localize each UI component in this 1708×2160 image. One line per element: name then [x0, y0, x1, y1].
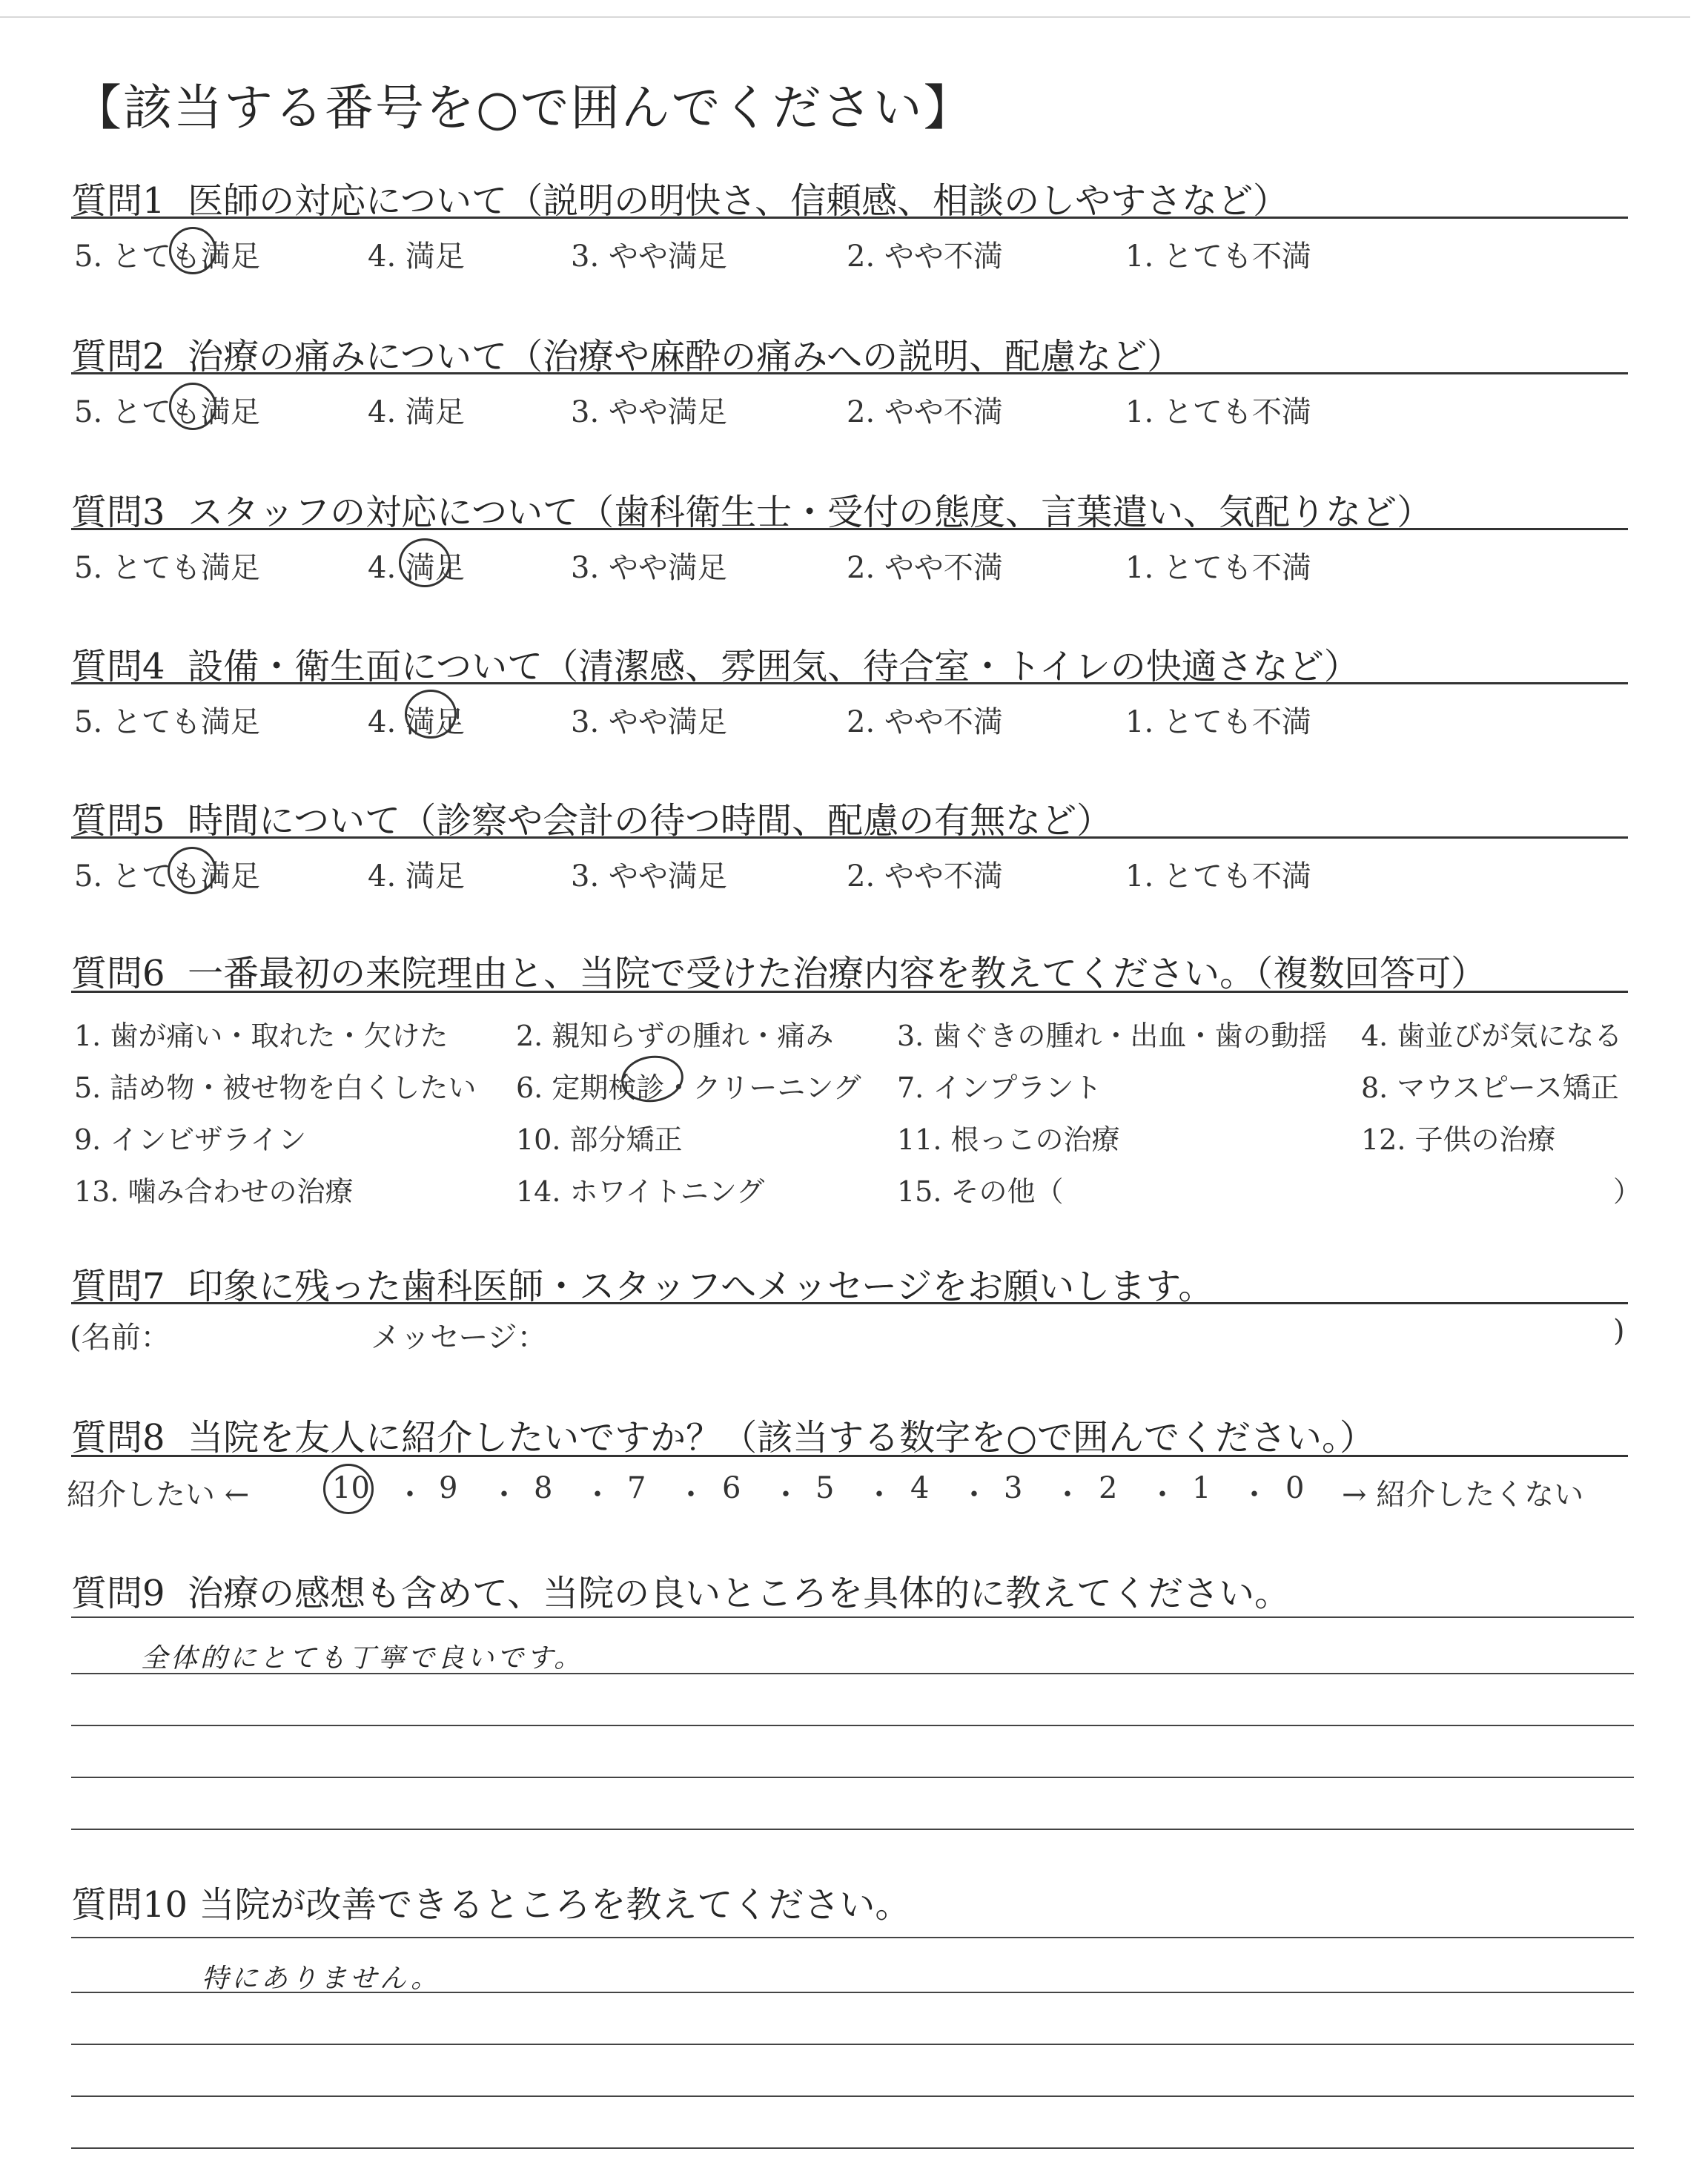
q9-handwritten-answer: 全体的にとても丁寧で良いです。: [141, 1643, 584, 1674]
q2-selection-circle: [169, 383, 216, 430]
q8-scale-2[interactable]: 2: [1099, 1471, 1118, 1505]
q3-selection-circle: [399, 538, 451, 587]
q6-item-3[interactable]: 3. 歯ぐきの腫れ・出血・歯の動揺: [897, 1020, 1328, 1052]
question-2: [71, 328, 1182, 379]
q7-name-label: (名前：: [70, 1321, 171, 1355]
scan-edge-line: [0, 16, 1690, 18]
question-7: [71, 1258, 1214, 1309]
q6-item-8[interactable]: 8. マウスピース矯正: [1361, 1071, 1619, 1104]
question-2-label: 質問2: [71, 336, 165, 377]
q8-scale-8[interactable]: 8: [534, 1471, 553, 1505]
question-5-rule: [71, 836, 1628, 839]
q8-scale-1[interactable]: 1: [1192, 1471, 1211, 1505]
q5-option-5[interactable]: 5. とても満足: [74, 859, 260, 894]
question-6-label: 質問6: [71, 953, 165, 994]
question-10: [71, 1876, 910, 1927]
q2-option-5[interactable]: 5. とても満足: [74, 395, 260, 429]
q10-answer-line: [71, 1992, 1634, 1993]
q6-item-14[interactable]: 14. ホワイトニング: [516, 1175, 765, 1208]
q5-selection-circle: [168, 847, 216, 894]
question-5-text: 時間について（診察や会計の待つ時間、配慮の有無など）: [188, 800, 1113, 842]
question-5: [71, 792, 1112, 843]
question-4-text: 設備・衛生面について（清潔感、雰囲気、待合室・トイレの快適さなど）: [188, 646, 1360, 687]
question-7-text: 印象に残った歯科医師・スタッフへメッセージをお願いします。: [188, 1266, 1214, 1307]
question-8-rule: [71, 1455, 1628, 1457]
q6-item-10[interactable]: 10. 部分矯正: [516, 1123, 683, 1156]
q8-dot: ・: [771, 1478, 801, 1512]
q8-dot: ・: [1053, 1478, 1082, 1512]
q5-option-2[interactable]: 2. やや不満: [847, 859, 1003, 894]
q9-answer-line: [71, 1616, 1634, 1618]
question-3-rule: [71, 528, 1628, 530]
question-9-text: 治療の感想も含めて、当院の良いところを具体的に教えてください。: [188, 1573, 1291, 1614]
question-4-rule: [71, 682, 1628, 684]
q6-item-12[interactable]: 12. 子供の治療: [1361, 1123, 1556, 1156]
q8-selection-circle: [323, 1464, 374, 1514]
q7-message-label: メッセージ：: [371, 1321, 547, 1355]
form-header: 【該当する番号を○で囲んでください】: [73, 79, 974, 136]
q8-scale-10[interactable]: 10: [332, 1471, 370, 1505]
q8-dot: ・: [1239, 1478, 1269, 1512]
q8-scale-6[interactable]: 6: [722, 1471, 741, 1505]
question-9-label: 質問9: [71, 1573, 165, 1614]
q9-answer-line: [71, 1829, 1634, 1830]
question-6-text: 一番最初の来院理由と、当院で受けた治療内容を教えてください。（複数回答可）: [188, 953, 1487, 994]
question-6: [71, 945, 1486, 996]
q9-answer-line: [71, 1673, 1634, 1674]
q8-left-label: 紹介したい ←: [67, 1478, 250, 1512]
q8-scale-0[interactable]: 0: [1285, 1471, 1305, 1505]
question-8-label: 質問8: [71, 1417, 165, 1459]
question-2-rule: [71, 372, 1628, 374]
q2-option-2[interactable]: 2. やや不満: [847, 395, 1003, 429]
question-1: [71, 172, 1288, 223]
q8-dot: ・: [676, 1478, 706, 1512]
q6-item-13[interactable]: 13. 噛み合わせの治療: [74, 1175, 354, 1208]
q10-answer-line: [71, 2147, 1634, 2149]
question-8-text: 当院を友人に紹介したいですか？（該当する数字を○で囲んでください。）: [188, 1417, 1375, 1459]
q5-option-4[interactable]: 4. 満足: [368, 859, 465, 894]
q6-item-15[interactable]: 15. その他（: [897, 1175, 1064, 1208]
question-6-rule: [71, 991, 1628, 993]
q1-option-5[interactable]: 5. とても満足: [74, 240, 260, 274]
q6-item-5[interactable]: 5. 詰め物・被せ物を白くしたい: [74, 1071, 477, 1104]
question-1-label: 質問1: [71, 180, 165, 222]
q1-option-2[interactable]: 2. やや不満: [847, 240, 1003, 274]
q1-option-4[interactable]: 4. 満足: [368, 240, 465, 274]
q8-right-label: → 紹介したくない: [1342, 1478, 1584, 1512]
q6-item-4[interactable]: 4. 歯並びが気になる: [1361, 1020, 1623, 1052]
q1-selection-circle: [169, 227, 216, 274]
q5-option-1[interactable]: 1. とても不満: [1125, 859, 1311, 894]
q4-option-3[interactable]: 3. やや満足: [571, 705, 727, 739]
q8-scale-3[interactable]: 3: [1004, 1471, 1023, 1505]
q6-item-6[interactable]: 6. 定期検診・クリーニング: [516, 1071, 861, 1104]
question-2-text: 治療の痛みについて（治療や麻酔の痛みへの説明、配慮など）: [188, 336, 1183, 377]
q6-item-15-close: ）: [1613, 1175, 1642, 1208]
q6-item-2[interactable]: 2. 親知らずの腫れ・痛み: [516, 1020, 834, 1052]
question-3-label: 質問3: [71, 492, 165, 533]
q6-item-9[interactable]: 9. インビザライン: [74, 1123, 307, 1156]
question-4-label: 質問4: [71, 646, 165, 687]
q4-option-4[interactable]: 4. 満足: [368, 705, 465, 739]
q8-dot: ・: [1148, 1478, 1177, 1512]
question-9: [71, 1565, 1290, 1616]
q10-handwritten-answer: 特にありません。: [202, 1964, 441, 1994]
q3-option-4[interactable]: 4. 満足: [368, 551, 465, 585]
q2-option-1[interactable]: 1. とても不満: [1125, 395, 1311, 429]
q8-dot: ・: [489, 1478, 519, 1512]
q3-option-1[interactable]: 1. とても不満: [1125, 551, 1311, 585]
question-1-rule: [71, 217, 1628, 219]
q8-scale-9[interactable]: 9: [439, 1471, 458, 1505]
question-1-text: 医師の対応について（説明の明快さ、信頼感、相談のしやすさなど）: [188, 180, 1289, 222]
question-3-text: スタッフの対応について（歯科衛生士・受付の態度、言葉遣い、気配りなど）: [188, 492, 1433, 533]
q8-dot: ・: [583, 1478, 612, 1512]
q8-dot: ・: [959, 1478, 989, 1512]
q6-item-1[interactable]: 1. 歯が痛い・取れた・欠けた: [74, 1020, 448, 1052]
q4-option-2[interactable]: 2. やや不満: [847, 705, 1003, 739]
question-8: [71, 1409, 1375, 1460]
q9-answer-line: [71, 1777, 1634, 1778]
q4-option-5[interactable]: 5. とても満足: [74, 705, 260, 739]
q6-item-11[interactable]: 11. 根っこの治療: [897, 1123, 1120, 1156]
q8-scale-7[interactable]: 7: [627, 1471, 646, 1505]
q4-option-1[interactable]: 1. とても不満: [1125, 705, 1311, 739]
q10-answer-line: [71, 2095, 1634, 2097]
q3-option-3[interactable]: 3. やや満足: [571, 551, 727, 585]
question-7-rule: [71, 1302, 1628, 1304]
q1-option-3[interactable]: 3. やや満足: [571, 240, 727, 274]
q6-item-7[interactable]: 7. インプラント: [897, 1071, 1102, 1104]
q7-close-paren: ): [1613, 1314, 1625, 1348]
q3-option-5[interactable]: 5. とても満足: [74, 551, 260, 585]
q10-answer-line: [71, 1937, 1634, 1938]
q3-option-2[interactable]: 2. やや不満: [847, 551, 1003, 585]
q2-option-3[interactable]: 3. やや満足: [571, 395, 727, 429]
q8-scale-4[interactable]: 4: [910, 1471, 930, 1505]
q8-dot: ・: [395, 1478, 425, 1512]
q9-answer-line: [71, 1725, 1634, 1726]
question-7-label: 質問7: [71, 1266, 165, 1307]
question-10-text: 当院が改善できるところを教えてください。: [199, 1884, 911, 1926]
q4-selection-circle: [405, 690, 457, 739]
q2-option-4[interactable]: 4. 満足: [368, 395, 465, 429]
question-3: [71, 483, 1432, 535]
q8-dot: ・: [864, 1478, 894, 1512]
q1-option-1[interactable]: 1. とても不満: [1125, 240, 1311, 274]
question-10-label: 質問10: [71, 1884, 188, 1926]
q8-scale-5[interactable]: 5: [815, 1471, 835, 1505]
question-5-label: 質問5: [71, 800, 165, 842]
q10-answer-line: [71, 2044, 1634, 2045]
q5-option-3[interactable]: 3. やや満足: [571, 859, 727, 894]
question-4: [71, 638, 1360, 689]
